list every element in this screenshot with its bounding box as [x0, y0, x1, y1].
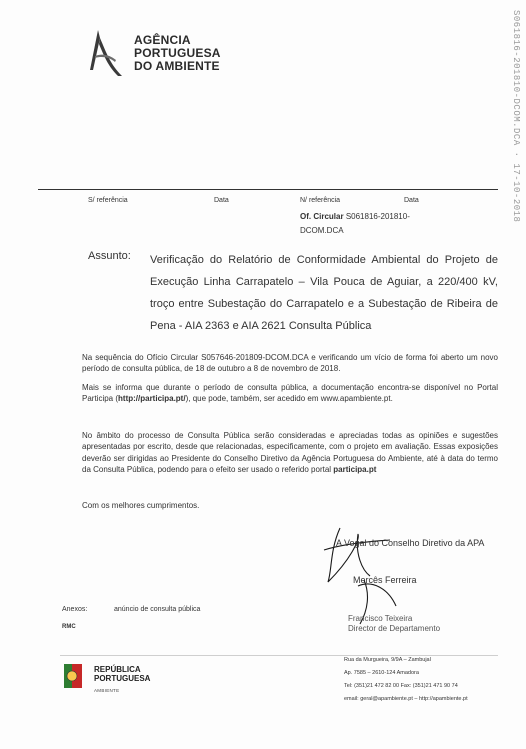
government-line1: REPÚBLICA: [94, 665, 141, 674]
printed-signatory-name: Francisco Teixeira: [348, 614, 413, 623]
address-line1: Rua da Murgueira, 9/9A – Zambujal: [344, 657, 431, 663]
printed-signatory-role: Director de Departamento: [348, 624, 441, 633]
date-label-2: Data: [404, 197, 419, 204]
reference-divider: [38, 189, 498, 190]
republic-emblem-icon: [62, 662, 84, 690]
subject-label: Assunto:: [88, 250, 131, 262]
date-label-1: Data: [214, 197, 229, 204]
org-name: [134, 34, 221, 73]
printed-signatory: [348, 614, 440, 634]
ministry-label: AMBIENTE: [94, 688, 120, 693]
apa-swoosh-icon: [84, 26, 124, 80]
closing-line: Com os melhores cumprimentos.: [82, 501, 200, 510]
participa-link[interactable]: http://participa.pt/: [118, 394, 186, 404]
your-reference-label: S/ referência: [88, 197, 128, 204]
signatory-title: A Vogal do Conselho Diretivo da APA: [336, 538, 485, 548]
paragraph-2-end: ), que pode, também, ser acedido em www.apambiente.pt.: [185, 394, 393, 404]
subject-text: Verificação do Relatório de Conformidade Ambiental do Projeto de Execução Linha Carrapatelo – Vila Pouca de Aguiar, a 220/400 kV, troço entre Subestação do Carrapatelo e a Subestação de Ribeira de Pena - AIA 2363 e AIA 2621 Consulta Pública: [150, 254, 498, 332]
our-reference-number: S061816-201810-DCOM.DCA: [300, 212, 410, 235]
author-initials: RMC: [62, 624, 76, 630]
paragraph-2-start: Mais se informa que durante o período de consulta pública, a documentação encontra-se disponível no Portal Participa (: [82, 383, 498, 404]
paragraph-3: [82, 430, 498, 476]
org-name-line3: DO AMBIENTE: [134, 59, 220, 73]
annex-value: anúncio de consulta pública: [114, 606, 201, 613]
registry-stamp-text: S061816-201810-DCOM.DCA · 17-10-2018: [511, 10, 521, 223]
our-reference-prefix: Of. Circular: [300, 212, 344, 221]
contact-address: [344, 654, 468, 706]
address-line4: email: geral@apambiente.pt – http://apambiente.pt: [344, 696, 468, 702]
paragraph-1: Na sequência do Ofício Circular S057646-201809-DCOM.DCA e verificando um vício de forma foi aberto um novo período de consulta pública, de 18 de outubro a 8 de novembro de 2018.: [82, 353, 498, 374]
address-line3: Tel: (351)21 472 82 00 Fax: (351)21 471 90 74: [344, 683, 458, 689]
org-name-line2: PORTUGUESA: [134, 46, 221, 60]
government-line2: PORTUGUESA: [94, 674, 151, 683]
annex-label: Anexos:: [62, 606, 88, 613]
address-line2: Ap. 7585 – 2610-124 Amadora: [344, 670, 419, 676]
participa-portal-link[interactable]: participa.pt: [333, 465, 377, 475]
signatory-name: Mercês Ferreira: [353, 575, 417, 585]
our-reference-label: N/ referência: [300, 197, 341, 204]
paragraph-2: [82, 382, 498, 405]
org-name-line1: AGÊNCIA: [134, 33, 191, 47]
paragraph-3-start: No âmbito do processo de Consulta Pública serão consideradas e apreciadas todas as opiniões e sugestões apresentadas por escrito, desde que relacionadas, especificamente, com o projeto em avaliação. Essas exposições deverão ser dirigidas ao Presidente do Conselho Diretivo da Agência Portuguesa do Ambiente, até à data do termo da Consulta Pública, podendo para o efeito ser usado o referido portal: [82, 431, 498, 475]
our-reference-value: [300, 210, 450, 238]
registry-stamp: [508, 10, 524, 310]
government-name: [94, 665, 150, 683]
